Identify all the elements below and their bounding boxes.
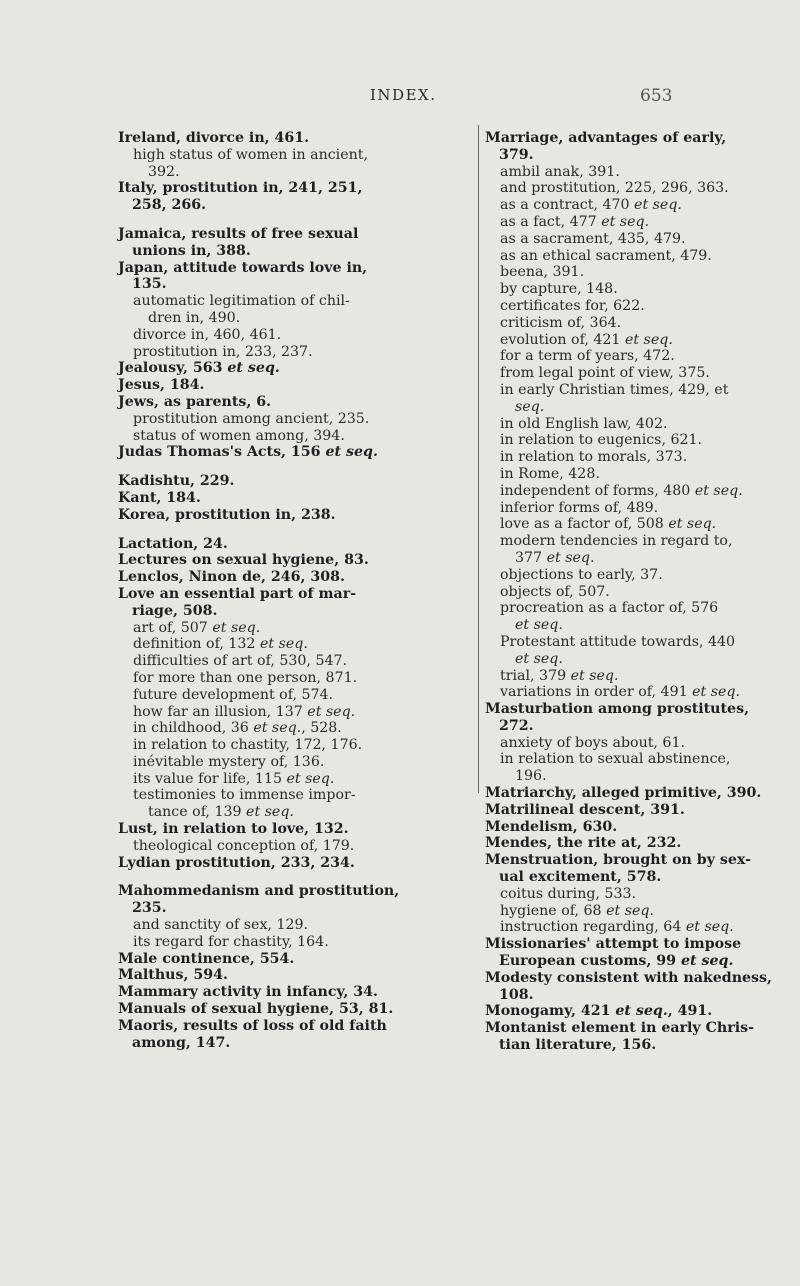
index-entry: evolution of, 421 et seq. — [500, 331, 673, 348]
index-entry: from legal point of view, 375. — [500, 365, 710, 382]
index-entry: status of women among, 394. — [133, 427, 345, 444]
index-entry: Kadishtu, 229. — [118, 473, 235, 490]
index-entry: as a contract, 470 et seq. — [500, 197, 682, 214]
index-entry: Manuals of sexual hygiene, 53, 81. — [118, 1001, 394, 1018]
index-entry: 108. — [499, 986, 534, 1003]
index-entry: 196. — [515, 768, 547, 785]
index-entry: as a sacrament, 435, 479. — [500, 230, 686, 247]
index-entry: as an ethical sacrament, 479. — [500, 247, 712, 264]
index-entry: Marriage, advantages of early, — [485, 130, 727, 146]
index-entry: variations in order of, 491 et seq. — [500, 684, 741, 701]
index-entry: dren in, 490. — [148, 309, 241, 326]
index-entry: by capture, 148. — [500, 281, 618, 298]
index-entry: Mahommedanism and prostitution, — [118, 883, 400, 900]
index-entry: unions in, 388. — [132, 242, 251, 259]
index-entry: Modesty consistent with nakedness, — [485, 969, 772, 986]
index-entry: divorce in, 460, 461. — [133, 326, 282, 343]
index-entry: Japan, attitude towards love in, — [118, 259, 368, 276]
index-entry: modern tendencies in regard to, — [500, 533, 733, 550]
index-entry: automatic legitimation of chil- — [133, 293, 350, 310]
index-entry: in Rome, 428. — [500, 465, 600, 482]
index-entry: high status of women in ancient, — [133, 146, 368, 163]
index-entry: Korea, prostitution in, 238. — [118, 506, 336, 523]
index-entry: Lenclos, Ninon de, 246, 308. — [118, 569, 345, 586]
index-entry: 379. — [499, 146, 534, 163]
index-entry: tance of, 139 et seq. — [148, 804, 294, 821]
index-entry: art of, 507 et seq. — [133, 619, 261, 636]
index-entry: prostitution in, 233, 237. — [133, 343, 313, 360]
index-entry: Ireland, divorce in, 461. — [118, 130, 310, 146]
index-entry: coitus during, 533. — [500, 885, 637, 902]
index-entry: in old English law, 402. — [500, 415, 668, 432]
index-entry: definition of, 132 et seq. — [133, 636, 308, 653]
index-entry: as a fact, 477 et seq. — [500, 213, 650, 230]
running-title: INDEX. — [370, 86, 437, 104]
index-entry: ual excitement, 578. — [499, 869, 662, 886]
index-entry: its regard for chastity, 164. — [133, 933, 329, 950]
index-entry: Mammary activity in infancy, 34. — [118, 984, 378, 1001]
index-entry: objections to early, 37. — [500, 566, 663, 583]
index-entry: among, 147. — [132, 1034, 231, 1051]
index-entry: 392. — [148, 163, 180, 180]
index-entry: et seq. — [515, 650, 563, 667]
index-entry: in relation to eugenics, 621. — [500, 432, 703, 449]
index-column-right — [485, 130, 800, 1054]
index-entry: love as a factor of, 508 et seq. — [500, 516, 717, 533]
index-entry: Judas Thomas's Acts, 156 et seq. — [118, 444, 378, 461]
index-entry: 377 et seq. — [515, 549, 595, 566]
index-entry: 235. — [132, 900, 167, 917]
index-entry: difficulties of art of, 530, 547. — [133, 653, 348, 670]
index-entry: Jesus, 184. — [118, 377, 205, 394]
index-entry: Italy, prostitution in, 241, 251, — [118, 180, 363, 197]
index-entry: testimonies to immense impor- — [133, 787, 356, 804]
index-entry: and sanctity of sex, 129. — [133, 917, 309, 934]
index-entry: for more than one person, 871. — [133, 669, 358, 686]
index-entry: European customs, 99 et seq. — [499, 953, 734, 970]
index-entry: theological conception of, 179. — [133, 837, 355, 854]
page-number: 653 — [640, 86, 673, 106]
index-entry: Jealousy, 563 et seq. — [118, 360, 280, 377]
index-entry: seq. — [515, 398, 545, 415]
index-entry: in relation to sexual abstinence, — [500, 751, 731, 768]
index-entry: Lydian prostitution, 233, 234. — [118, 854, 355, 871]
index-entry: in childhood, 36 et seq., 528. — [133, 720, 342, 737]
index-entry: in early Christian times, 429, et — [500, 381, 729, 398]
index-entry: Male continence, 554. — [118, 950, 295, 967]
index-entry: tian literature, 156. — [499, 1037, 657, 1054]
index-entry: Jamaica, results of free sexual — [118, 225, 359, 242]
index-entry: hygiene of, 68 et seq. — [500, 902, 654, 919]
index-entry: Menstruation, brought on by sex- — [485, 852, 752, 869]
index-entry: and prostitution, 225, 296, 363. — [500, 180, 729, 197]
index-entry: inferior forms of, 489. — [500, 499, 659, 516]
index-column-left — [118, 130, 468, 1051]
index-entry: in relation to morals, 373. — [500, 449, 688, 466]
index-entry: criticism of, 364. — [500, 314, 622, 331]
index-entry: Jews, as parents, 6. — [118, 393, 272, 410]
index-entry: instruction regarding, 64 et seq. — [500, 919, 734, 936]
index-entry: Lectures on sexual hygiene, 83. — [118, 552, 369, 569]
index-entry: Masturbation among prostitutes, — [485, 701, 750, 718]
index-entry: Malthus, 594. — [118, 967, 228, 984]
index-entry: Matrilineal descent, 391. — [485, 801, 685, 818]
column-divider — [478, 125, 479, 793]
index-entry: anxiety of boys about, 61. — [500, 734, 685, 751]
index-entry: independent of forms, 480 et seq. — [500, 482, 743, 499]
index-entry: its value for life, 115 et seq. — [133, 770, 335, 787]
index-entry: procreation as a factor of, 576 — [500, 600, 719, 617]
index-entry: inévitable mystery of, 136. — [133, 753, 325, 770]
index-entry: for a term of years, 472. — [500, 348, 675, 365]
index-entry: in relation to chastity, 172, 176. — [133, 737, 363, 754]
index-entry: Montanist element in early Chris- — [485, 1020, 754, 1037]
index-entry: riage, 508. — [132, 602, 218, 619]
index-entry: Lust, in relation to love, 132. — [118, 821, 349, 838]
index-entry: et seq. — [515, 617, 563, 634]
index-entry: Monogamy, 421 et seq., 491. — [485, 1003, 713, 1020]
index-entry: beena, 391. — [500, 264, 585, 281]
index-entry: 258, 266. — [132, 197, 207, 214]
index-entry: how far an illusion, 137 et seq. — [133, 703, 356, 720]
index-entry: Maoris, results of loss of old faith — [118, 1017, 387, 1034]
index-entry: Protestant attitude towards, 440 — [500, 633, 736, 650]
index-entry: Matriarchy, alleged primitive, 390. — [485, 785, 762, 802]
index-entry: 272. — [499, 717, 534, 734]
index-entry: prostitution among ancient, 235. — [133, 410, 370, 427]
index-entry: Love an essential part of mar- — [118, 585, 357, 602]
page-header — [0, 86, 800, 110]
index-entry: Kant, 184. — [118, 489, 201, 506]
index-entry: Mendes, the rite at, 232. — [485, 835, 682, 852]
index-entry: ambil anak, 391. — [500, 163, 620, 180]
index-entry: objects of, 507. — [500, 583, 610, 600]
index-entry: Mendelism, 630. — [485, 818, 618, 835]
index-entry: trial, 379 et seq. — [500, 667, 619, 684]
index-entry: 135. — [132, 276, 167, 293]
index-entry: Missionaries' attempt to impose — [485, 936, 742, 953]
index-entry: certificates for, 622. — [500, 297, 645, 314]
index-entry: future development of, 574. — [133, 686, 334, 703]
index-entry: Lactation, 24. — [118, 535, 228, 552]
